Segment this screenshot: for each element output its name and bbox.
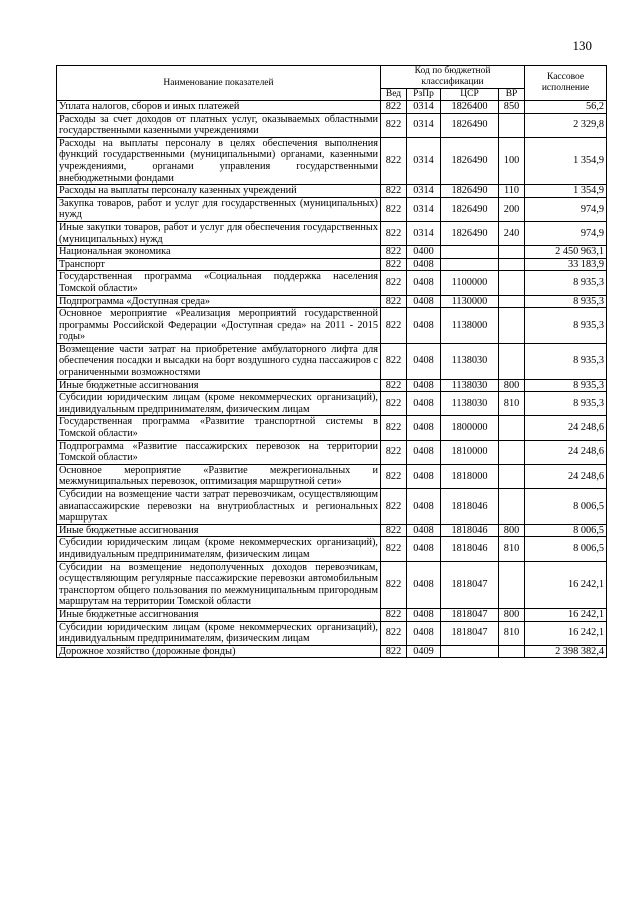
header-amount: Кассовое исполнение xyxy=(525,66,607,101)
cell-vr xyxy=(499,113,525,137)
cell-name: Возмещение части затрат на приобретение амбулаторного лифта для обеспечения посадки и высадки на борт воздушного судна пассажиров с ограниченными возможностями xyxy=(57,343,381,379)
cell-rzpr: 0408 xyxy=(407,295,441,308)
cell-amount: 24 248,6 xyxy=(525,440,607,464)
cell-rzpr: 0314 xyxy=(407,185,441,198)
cell-rzpr: 0314 xyxy=(407,197,441,221)
cell-name: Подпрограмма «Развитие пассажирских перевозок на территории Томской области» xyxy=(57,440,381,464)
cell-name: Расходы на выплаты персоналу казенных учреждений xyxy=(57,185,381,198)
cell-rzpr: 0408 xyxy=(407,343,441,379)
cell-rzpr: 0409 xyxy=(407,645,441,658)
cell-csr: 1138030 xyxy=(441,379,499,392)
cell-name: Субсидии юридическим лицам (кроме некоммерческих организаций), индивидуальным предпринимателям, физическим лицам xyxy=(57,537,381,561)
cell-vr: 810 xyxy=(499,392,525,416)
budget-table xyxy=(56,65,607,658)
cell-vr: 800 xyxy=(499,524,525,537)
cell-name: Субсидии на возмещение части затрат перевозчикам, осуществляющим авиапассажирские перевозки на внутриобластных и региональных маршрутах xyxy=(57,489,381,525)
cell-name: Государственная программа «Социальная поддержка населения Томской области» xyxy=(57,271,381,295)
cell-amount: 8 935,3 xyxy=(525,271,607,295)
cell-ved: 822 xyxy=(381,246,407,259)
cell-ved: 822 xyxy=(381,343,407,379)
page-number: 130 xyxy=(572,38,592,53)
cell-ved: 822 xyxy=(381,537,407,561)
cell-rzpr: 0408 xyxy=(407,392,441,416)
table-row xyxy=(57,608,607,621)
cell-ved: 822 xyxy=(381,137,407,184)
cell-vr: 800 xyxy=(499,379,525,392)
cell-csr: 1818047 xyxy=(441,561,499,608)
cell-amount: 2 329,8 xyxy=(525,113,607,137)
cell-ved: 822 xyxy=(381,271,407,295)
cell-ved: 822 xyxy=(381,489,407,525)
cell-amount: 2 398 382,4 xyxy=(525,645,607,658)
cell-amount: 56,2 xyxy=(525,101,607,114)
cell-vr: 240 xyxy=(499,221,525,245)
cell-vr: 200 xyxy=(499,197,525,221)
table-row xyxy=(57,489,607,525)
cell-rzpr: 0408 xyxy=(407,379,441,392)
cell-csr xyxy=(441,645,499,658)
cell-ved: 822 xyxy=(381,221,407,245)
cell-name: Субсидии юридическим лицам (кроме некоммерческих организаций), индивидуальным предпринимателям, физическим лицам xyxy=(57,392,381,416)
table-row xyxy=(57,561,607,608)
cell-csr: 1826490 xyxy=(441,197,499,221)
cell-csr: 1826490 xyxy=(441,113,499,137)
cell-amount: 8 935,3 xyxy=(525,343,607,379)
cell-csr: 1138030 xyxy=(441,392,499,416)
cell-csr: 1826400 xyxy=(441,101,499,114)
cell-name: Расходы за счет доходов от платных услуг, оказываемых областными государственными казенными учреждениями xyxy=(57,113,381,137)
header-csr: ЦСР xyxy=(441,89,499,101)
table-row xyxy=(57,379,607,392)
table-body xyxy=(57,101,607,658)
cell-ved: 822 xyxy=(381,308,407,344)
table-row xyxy=(57,295,607,308)
table-row xyxy=(57,440,607,464)
cell-vr: 100 xyxy=(499,137,525,184)
cell-amount: 2 450 963,1 xyxy=(525,246,607,259)
cell-amount: 33 183,9 xyxy=(525,258,607,271)
cell-vr xyxy=(499,464,525,488)
cell-vr xyxy=(499,440,525,464)
cell-rzpr: 0408 xyxy=(407,308,441,344)
table-row xyxy=(57,258,607,271)
header-vr: ВР xyxy=(499,89,525,101)
cell-ved: 822 xyxy=(381,295,407,308)
cell-vr: 800 xyxy=(499,608,525,621)
cell-name: Иные бюджетные ассигнования xyxy=(57,608,381,621)
cell-rzpr: 0314 xyxy=(407,101,441,114)
cell-rzpr: 0314 xyxy=(407,221,441,245)
cell-amount: 16 242,1 xyxy=(525,608,607,621)
cell-amount: 8 935,3 xyxy=(525,392,607,416)
cell-amount: 8 935,3 xyxy=(525,308,607,344)
cell-csr: 1818047 xyxy=(441,621,499,645)
cell-rzpr: 0408 xyxy=(407,440,441,464)
cell-ved: 822 xyxy=(381,185,407,198)
cell-vr xyxy=(499,308,525,344)
cell-csr: 1810000 xyxy=(441,440,499,464)
cell-ved: 822 xyxy=(381,379,407,392)
cell-name: Уплата налогов, сборов и иных платежей xyxy=(57,101,381,114)
cell-csr: 1818047 xyxy=(441,608,499,621)
cell-name: Иные бюджетные ассигнования xyxy=(57,379,381,392)
cell-amount: 1 354,9 xyxy=(525,185,607,198)
cell-vr xyxy=(499,246,525,259)
cell-amount: 974,9 xyxy=(525,221,607,245)
cell-amount: 24 248,6 xyxy=(525,416,607,440)
cell-rzpr: 0314 xyxy=(407,113,441,137)
table-row xyxy=(57,524,607,537)
cell-vr: 810 xyxy=(499,537,525,561)
cell-csr: 1818046 xyxy=(441,524,499,537)
cell-ved: 822 xyxy=(381,416,407,440)
table-row xyxy=(57,113,607,137)
cell-vr: 110 xyxy=(499,185,525,198)
cell-rzpr: 0408 xyxy=(407,464,441,488)
table-row xyxy=(57,537,607,561)
cell-vr xyxy=(499,561,525,608)
cell-ved: 822 xyxy=(381,113,407,137)
cell-ved: 822 xyxy=(381,197,407,221)
cell-vr xyxy=(499,271,525,295)
cell-vr xyxy=(499,645,525,658)
cell-ved: 822 xyxy=(381,645,407,658)
cell-csr: 1826490 xyxy=(441,221,499,245)
cell-csr: 1130000 xyxy=(441,295,499,308)
cell-rzpr: 0408 xyxy=(407,524,441,537)
cell-name: Субсидии на возмещение недополученных доходов перевозчикам, осуществляющим регулярные пассажирские перевозки автомобильным транспортом общего пользования по межмуниципальным пригородным маршрутам на территории Томской области xyxy=(57,561,381,608)
cell-name: Основное мероприятие «Развитие межрегиональных и межмуниципальных перевозок, оптимизация маршрутной сети» xyxy=(57,464,381,488)
cell-amount: 8 006,5 xyxy=(525,489,607,525)
cell-vr xyxy=(499,343,525,379)
cell-amount: 1 354,9 xyxy=(525,137,607,184)
cell-csr xyxy=(441,258,499,271)
cell-ved: 822 xyxy=(381,258,407,271)
cell-ved: 822 xyxy=(381,608,407,621)
cell-name: Закупка товаров, работ и услуг для государственных (муниципальных) нужд xyxy=(57,197,381,221)
cell-rzpr: 0400 xyxy=(407,246,441,259)
cell-amount: 16 242,1 xyxy=(525,561,607,608)
cell-amount: 974,9 xyxy=(525,197,607,221)
cell-csr xyxy=(441,246,499,259)
cell-name: Расходы на выплаты персоналу в целях обеспечения выполнения функций государственными (муниципальными) органами, казенными учреждениями, органами управления государственными внебюджетными фондами xyxy=(57,137,381,184)
cell-ved: 822 xyxy=(381,101,407,114)
header-name: Наименование показателей xyxy=(57,66,381,101)
cell-amount: 8 006,5 xyxy=(525,537,607,561)
cell-amount: 16 242,1 xyxy=(525,621,607,645)
cell-csr: 1138030 xyxy=(441,343,499,379)
cell-name: Субсидии юридическим лицам (кроме некоммерческих организаций), индивидуальным предпринимателям, физическим лицам xyxy=(57,621,381,645)
cell-rzpr: 0408 xyxy=(407,416,441,440)
cell-rzpr: 0408 xyxy=(407,489,441,525)
cell-rzpr: 0408 xyxy=(407,561,441,608)
cell-csr: 1100000 xyxy=(441,271,499,295)
table-row xyxy=(57,185,607,198)
cell-rzpr: 0408 xyxy=(407,537,441,561)
cell-amount: 8 935,3 xyxy=(525,379,607,392)
cell-csr: 1800000 xyxy=(441,416,499,440)
cell-rzpr: 0408 xyxy=(407,621,441,645)
cell-amount: 8 006,5 xyxy=(525,524,607,537)
table-row xyxy=(57,645,607,658)
cell-vr xyxy=(499,258,525,271)
header-code-group: Код по бюджетной классификации xyxy=(381,66,525,89)
cell-ved: 822 xyxy=(381,464,407,488)
cell-vr: 850 xyxy=(499,101,525,114)
table-row xyxy=(57,137,607,184)
header-ved: Вед xyxy=(381,89,407,101)
cell-ved: 822 xyxy=(381,561,407,608)
cell-ved: 822 xyxy=(381,392,407,416)
cell-amount: 8 935,3 xyxy=(525,295,607,308)
cell-name: Государственная программа «Развитие транспортной системы в Томской области» xyxy=(57,416,381,440)
cell-csr: 1818000 xyxy=(441,464,499,488)
cell-name: Транспорт xyxy=(57,258,381,271)
header-rzpr: РзПр xyxy=(407,89,441,101)
cell-rzpr: 0408 xyxy=(407,258,441,271)
cell-rzpr: 0408 xyxy=(407,608,441,621)
cell-amount: 24 248,6 xyxy=(525,464,607,488)
cell-name: Иные бюджетные ассигнования xyxy=(57,524,381,537)
table-row xyxy=(57,392,607,416)
cell-vr xyxy=(499,489,525,525)
cell-ved: 822 xyxy=(381,621,407,645)
cell-name: Основное мероприятие «Реализация мероприятий государственной программы Российской Федерации «Доступная среда» на 2011 - 2015 годы» xyxy=(57,308,381,344)
cell-csr: 1138000 xyxy=(441,308,499,344)
cell-name: Подпрограмма «Доступная среда» xyxy=(57,295,381,308)
cell-vr: 810 xyxy=(499,621,525,645)
table-row xyxy=(57,464,607,488)
table-row xyxy=(57,101,607,114)
cell-name: Иные закупки товаров, работ и услуг для обеспечения государственных (муниципальных) нужд xyxy=(57,221,381,245)
table-row xyxy=(57,343,607,379)
table-row xyxy=(57,197,607,221)
cell-ved: 822 xyxy=(381,440,407,464)
cell-rzpr: 0314 xyxy=(407,137,441,184)
table-row xyxy=(57,308,607,344)
cell-vr xyxy=(499,416,525,440)
cell-csr: 1826490 xyxy=(441,185,499,198)
table-row xyxy=(57,271,607,295)
table-row xyxy=(57,621,607,645)
cell-name: Дорожное хозяйство (дорожные фонды) xyxy=(57,645,381,658)
cell-name: Национальная экономика xyxy=(57,246,381,259)
cell-csr: 1818046 xyxy=(441,489,499,525)
table-row xyxy=(57,416,607,440)
cell-csr: 1826490 xyxy=(441,137,499,184)
table-row xyxy=(57,221,607,245)
cell-rzpr: 0408 xyxy=(407,271,441,295)
cell-ved: 822 xyxy=(381,524,407,537)
cell-csr: 1818046 xyxy=(441,537,499,561)
cell-vr xyxy=(499,295,525,308)
table-row xyxy=(57,246,607,259)
